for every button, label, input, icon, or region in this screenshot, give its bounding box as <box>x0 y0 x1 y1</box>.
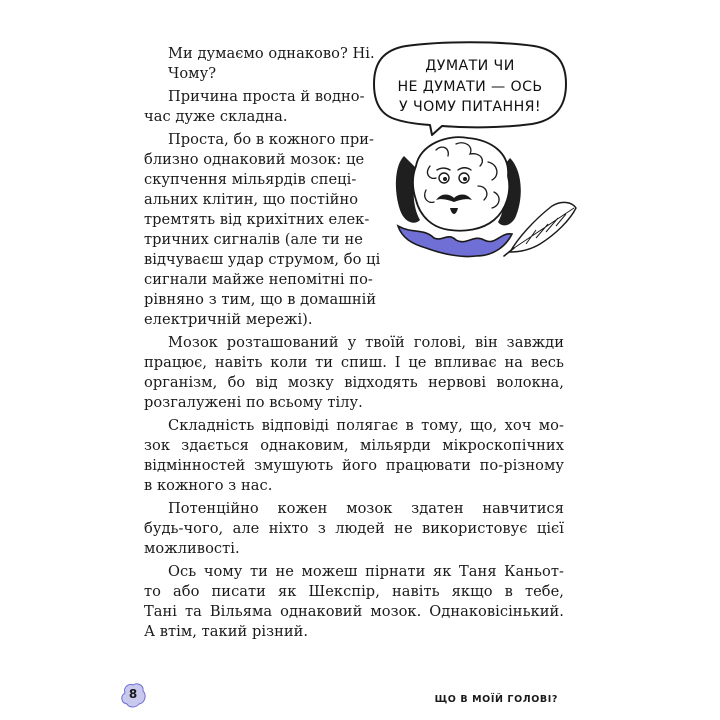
shakespeare-brain-illustration <box>390 130 580 270</box>
body-line: Тані та Вільяма однаковий мозок. Однаковісінький. <box>144 603 564 620</box>
body-line: то або писати як Шекспір, навіть якщо в тебе, <box>144 583 564 600</box>
speech-line: НЕ ДУМАТИ — ОСЬ <box>397 78 543 95</box>
body-line: будь-чого, але ніхто з людей не використовує цієї <box>144 520 564 537</box>
body-line: рівняно з тим, що в домашній <box>144 291 377 308</box>
body-line: відчуваєш удар струмом, бо ці <box>144 251 381 268</box>
body-line: Складність відповіді полягає в тому, що, хоч мо- <box>168 417 564 434</box>
body-line: близно однаковий мозок: це <box>144 151 365 168</box>
body-line: Проста, бо в кожного при- <box>168 131 375 148</box>
body-line: А втім, такий різний. <box>144 623 309 640</box>
body-line: альних клітин, що постійно <box>144 191 359 208</box>
body-line: тремтять від крихітних елек- <box>144 211 370 228</box>
page-number-badge <box>119 681 147 709</box>
body-line: можливості. <box>144 540 240 557</box>
body-line: Ось чому ти не можеш пірнати як Таня Каньот- <box>168 563 564 580</box>
body-line: працює, навіть коли ти спиш. І це впливає на весь <box>144 354 564 371</box>
body-line: сигнали майже непомітні по- <box>144 271 373 288</box>
body-line: Ми думаємо однаково? Ні. <box>168 45 375 62</box>
speech-bubble-text <box>372 56 568 118</box>
running-title: ЩО В МОЇЙ ГОЛОВІ? <box>434 694 558 705</box>
body-line: організм, бо від мозку відходять нервові волокна, <box>144 374 564 391</box>
body-line: в кожного з нас. <box>144 477 273 494</box>
body-line: зок здається однаковим, мільярди мікроскопічних <box>144 437 564 454</box>
body-line: Чому? <box>168 65 217 82</box>
speech-line: ДУМАТИ ЧИ <box>425 58 515 74</box>
body-line: Мозок розташований у твоїй голові, він завжди <box>168 334 564 351</box>
body-line: скупчення мільярдів спеці- <box>144 171 357 188</box>
body-line: Причина проста й водно- <box>168 88 365 105</box>
body-line: тричних сигналів (але ти не <box>144 231 363 248</box>
body-line: Потенційно кожен мозок здатен навчитися <box>168 500 564 517</box>
page-number: 8 <box>128 687 138 701</box>
body-line: електричній мережі). <box>144 311 313 328</box>
body-line: час дуже складна. <box>144 108 288 125</box>
speech-line: У ЧОМУ ПИТАННЯ! <box>399 99 541 115</box>
body-line: відмінностей змушують його працювати по-різному <box>144 457 564 474</box>
body-line: розгалужені по всьому тілу. <box>144 394 363 411</box>
